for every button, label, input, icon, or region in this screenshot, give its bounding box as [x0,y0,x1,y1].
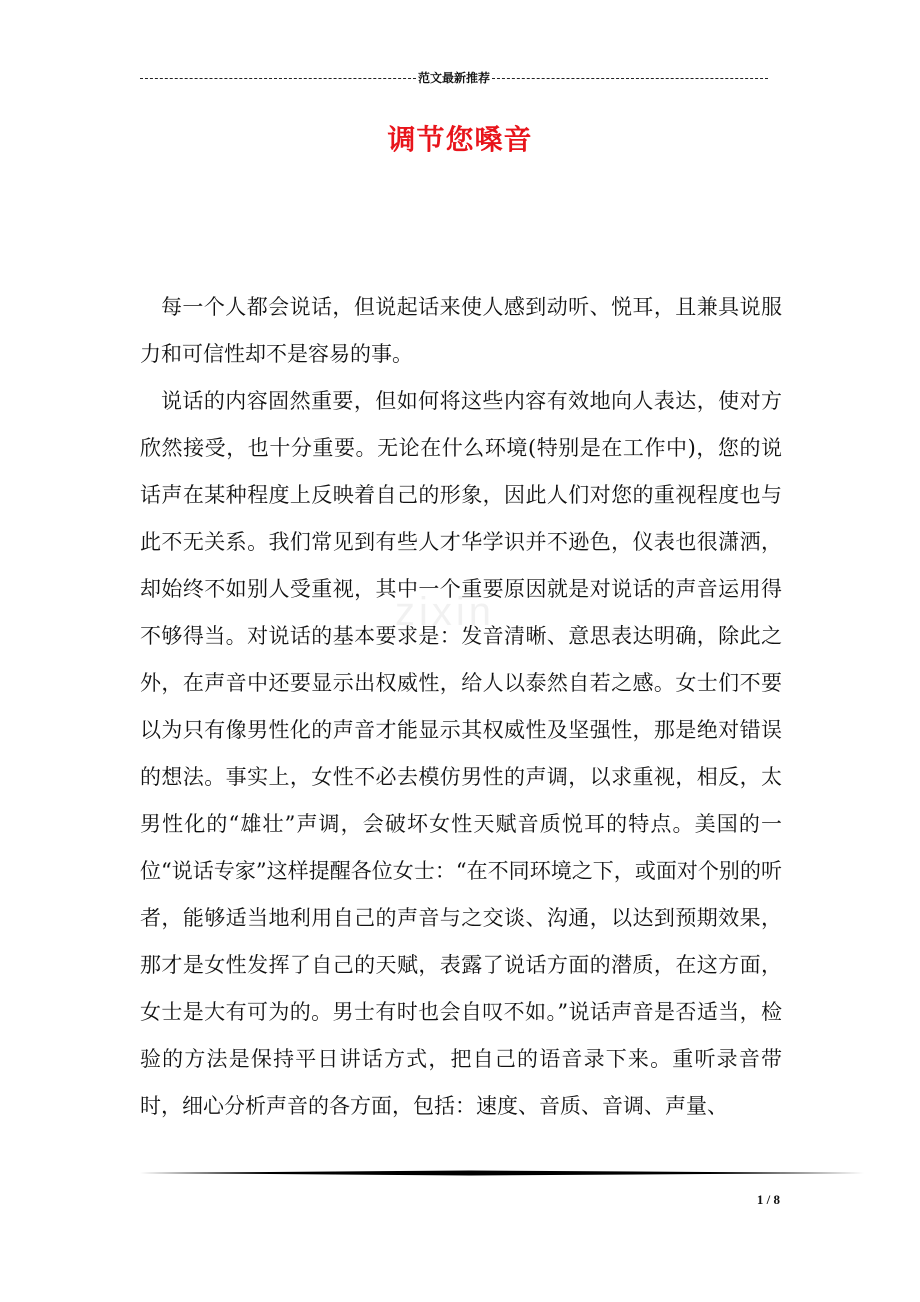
document-body [140,284,782,1130]
page-header [140,68,768,86]
header-label: 范文最新推荐 [418,70,491,85]
watermark: zixin [395,590,496,634]
header-dash-left [140,78,416,79]
document-title: 调节您嗓音 [387,123,533,156]
paragraph: 说话的内容固然重要，但如何将这些内容有效地向人表达，使对方欣然接受，也十分重要。无论在什么环境(特别是在工作中)，您的说话声在某种程度上反映着自己的形象，因此人们对您的重视程度也与此不无关系。我们常见到有些人才华学识并不逊色，仪表也很潇洒，却始终不如别人受重视，其中一个重要原因就是对说话的声音运用得不够得当。对说话的基本要求是：发音清晰、意思表达明确，除此之外，在声音中还要显示出权威性，给人以泰然自若之感。女士们不要以为只有像男性化的声音才能显示其权威性及坚强性，那是绝对错误的想法。事实上，女性不必去模仿男性的声调，以求重视，相反，太男性化的“雄壮”声调，会破坏女性天赋音质悦耳的特点。美国的一位“说话专家”这样提醒各位女士：“在不同环境之下，或面对个别的听者，能够适当地利用自己的声音与之交谈、沟通，以达到预期效果，那才是女性发挥了自己的天赋，表露了说话方面的潜质，在这方面，女士是大有可为的。男士有时也会自叹不如。”说话声音是否适当，检验的方法是保持平日讲话方式，把自己的语音录下来。重听录音带时，细心分析声音的各方面，包括：速度、音质、音调、声量、 [140,389,782,1118]
header-dash-right [492,78,768,79]
footer-rule [140,1170,864,1176]
page-number: 1 / 8 [756,1192,780,1207]
paragraph: 每一个人都会说话，但说起话来使人感到动听、悦耳，且兼具说服力和可信性却不是容易的事。 [140,295,782,366]
